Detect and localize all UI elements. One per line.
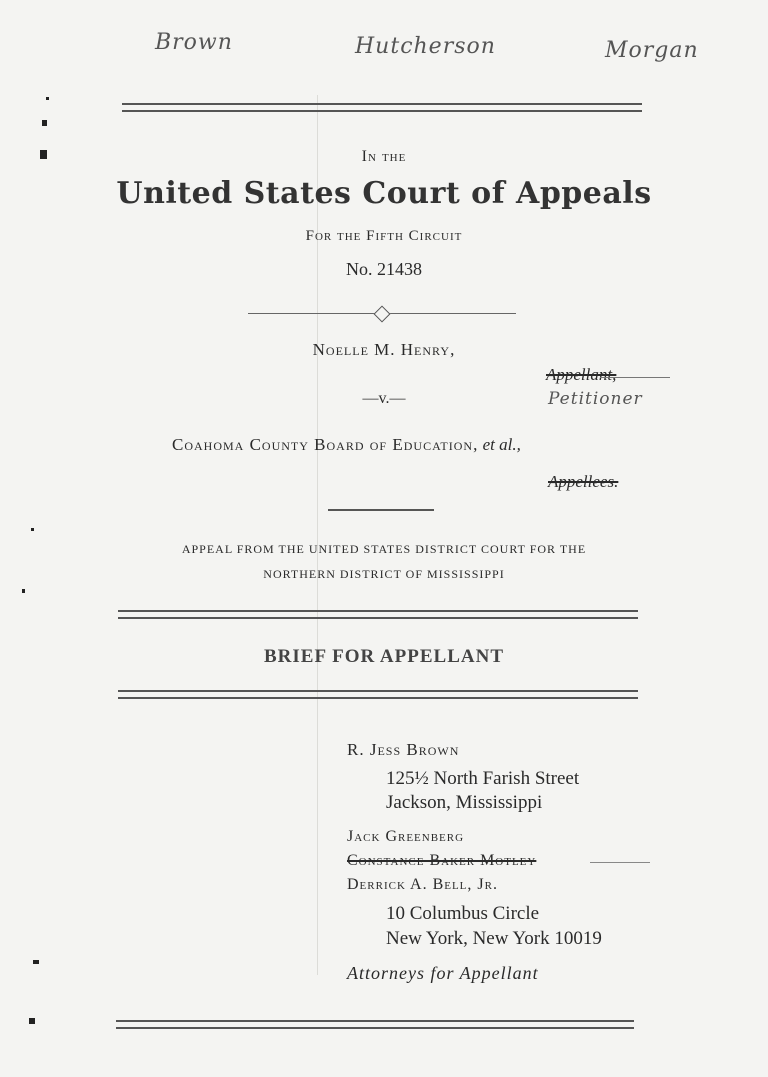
address-2-line-2: New York, New York 10019 — [386, 928, 602, 949]
appellees-name: Coahoma County Board of Education, — [172, 435, 479, 454]
et-al: et al., — [482, 435, 521, 454]
scan-speck — [33, 960, 39, 964]
scan-speck — [31, 528, 34, 531]
scan-speck — [29, 1018, 35, 1024]
attorney-bell: Derrick A. Bell, Jr. — [347, 876, 498, 893]
appeal-line-1: APPEAL FROM THE UNITED STATES DISTRICT COURT FOR THE — [181, 542, 587, 556]
in-the-label: In the — [361, 148, 407, 165]
page-fold-crease — [317, 95, 318, 975]
versus: —v.— — [362, 390, 406, 407]
circuit-label: For the Fifth Circuit — [305, 228, 463, 244]
handwritten-note-hutcherson: Hutcherson — [355, 34, 496, 59]
court-title: United States Court of Appeals — [116, 176, 652, 211]
brief-title: BRIEF FOR APPELLANT — [264, 646, 504, 667]
top-double-rule — [122, 103, 642, 112]
scan-speck — [22, 589, 25, 593]
appellant-name: Noelle M. Henry, — [312, 340, 456, 359]
attorneys-role: Attorneys for Appellant — [347, 963, 539, 983]
handwritten-petitioner: Petitioner — [548, 389, 643, 409]
short-rule — [328, 509, 434, 511]
case-number: No. 21438 — [346, 259, 422, 279]
appellant-role-struck: Appellant, — [546, 365, 617, 384]
appellees-line — [172, 435, 521, 455]
hand-strike-line — [600, 377, 670, 378]
attorney-brown: R. Jess Brown — [347, 740, 460, 759]
bottom-double-rule — [116, 1020, 634, 1029]
hand-strike-line — [590, 862, 650, 863]
address-1-line-1: 125½ North Farish Street — [386, 768, 580, 789]
appellees-role: Appellees. — [548, 472, 619, 491]
attorney-motley-struck: Constance Baker Motley — [347, 852, 537, 869]
handwritten-note-brown: Brown — [155, 30, 233, 55]
lower-double-rule — [118, 690, 638, 699]
attorney-greenberg: Jack Greenberg — [347, 828, 465, 845]
scan-speck — [42, 120, 47, 126]
handwritten-note-morgan: Morgan — [605, 38, 699, 63]
address-2-line-1: 10 Columbus Circle — [386, 903, 540, 924]
address-1-line-2: Jackson, Mississippi — [386, 792, 543, 813]
appeal-line-2: NORTHERN DISTRICT OF MISSISSIPPI — [263, 567, 505, 581]
ornament-diamond-icon — [374, 306, 391, 323]
scan-speck — [46, 97, 49, 100]
middle-double-rule — [118, 610, 638, 619]
